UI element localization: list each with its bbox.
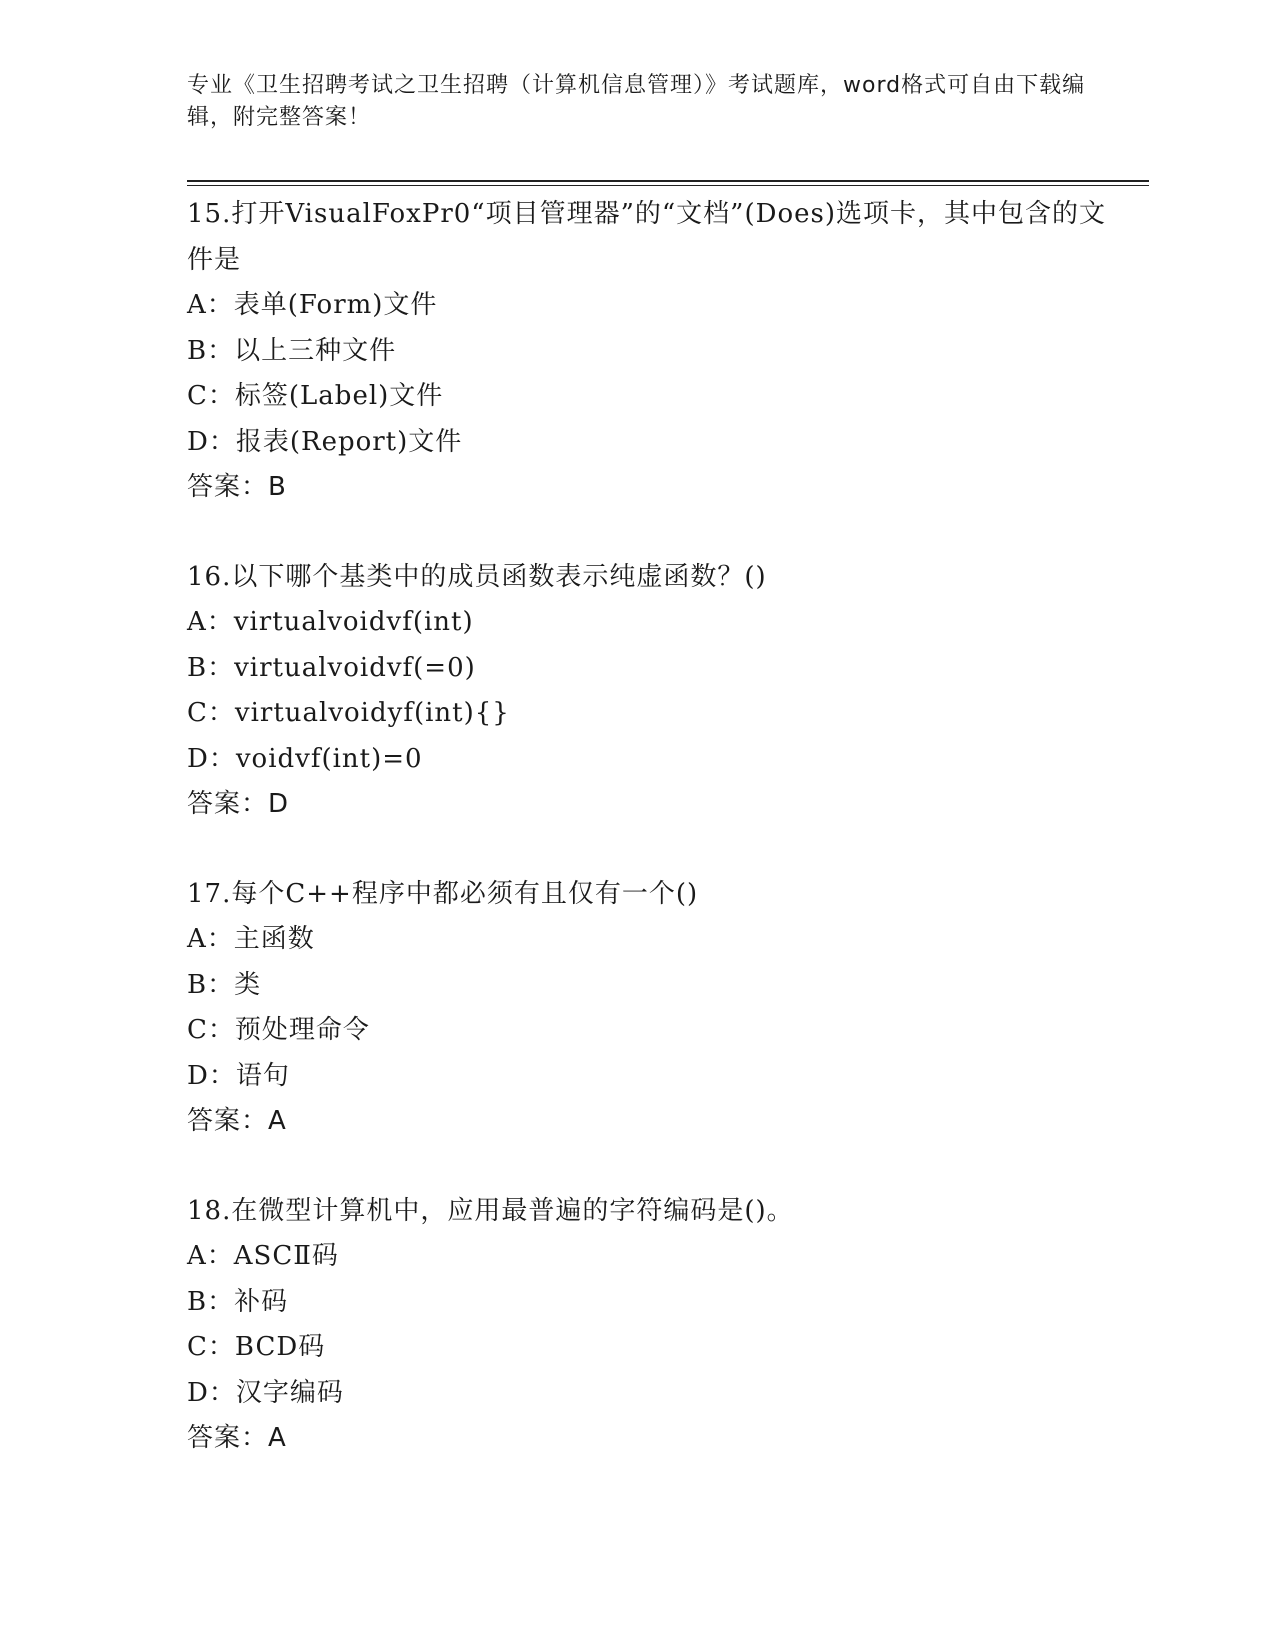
question-stem: 16.以下哪个基类中的成员函数表示纯虚函数？() xyxy=(187,561,767,592)
option-a: A：ASCⅡ码 xyxy=(187,1241,339,1271)
option-b: B：以上三种文件 xyxy=(187,335,397,366)
question-17 xyxy=(187,872,1127,1145)
option-c: C：virtualvoidyf(int){} xyxy=(187,698,510,728)
option-c: C：标签(Label)文件 xyxy=(187,381,444,411)
option-a: A：主函数 xyxy=(187,924,315,954)
option-b: B：virtualvoidvf(=0) xyxy=(187,652,476,683)
option-b: B：类 xyxy=(187,969,262,1000)
question-stem: 15.打开VisualFoxPr0“项目管理器”的“文档”(Does)选项卡，其中包含的文件是 xyxy=(187,199,1106,275)
question-stem: 17.每个C++程序中都必须有且仅有一个() xyxy=(187,878,699,909)
option-c: C：预处理命令 xyxy=(187,1015,370,1045)
option-a: A：表单(Form)文件 xyxy=(187,290,438,320)
document-header: 专业《卫生招聘考试之卫生招聘（计算机信息管理）》考试题库，word格式可自由下载编辑，附完整答案！ xyxy=(187,73,1086,130)
option-d: D：汉字编码 xyxy=(187,1377,344,1408)
header-divider-thick xyxy=(187,180,1149,182)
option-a: A：virtualvoidvf(int) xyxy=(187,607,474,637)
option-d: D：报表(Report)文件 xyxy=(187,426,463,457)
question-16 xyxy=(187,555,1127,828)
option-b: B：补码 xyxy=(187,1286,289,1317)
option-d: D：语句 xyxy=(187,1060,290,1091)
answer-line: 答案：A xyxy=(187,1423,287,1453)
option-d: D：voidvf(int)=0 xyxy=(187,743,423,774)
question-stem: 18.在微型计算机中，应用最普遍的字符编码是()。 xyxy=(187,1195,794,1226)
header-divider-thin xyxy=(187,185,1149,186)
answer-line: 答案：A xyxy=(187,1106,287,1136)
question-15 xyxy=(187,192,1127,511)
answer-line: 答案：B xyxy=(187,472,287,502)
question-list xyxy=(187,192,1127,1462)
option-c: C：BCD码 xyxy=(187,1332,326,1362)
answer-line: 答案：D xyxy=(187,789,290,819)
question-18 xyxy=(187,1189,1127,1462)
